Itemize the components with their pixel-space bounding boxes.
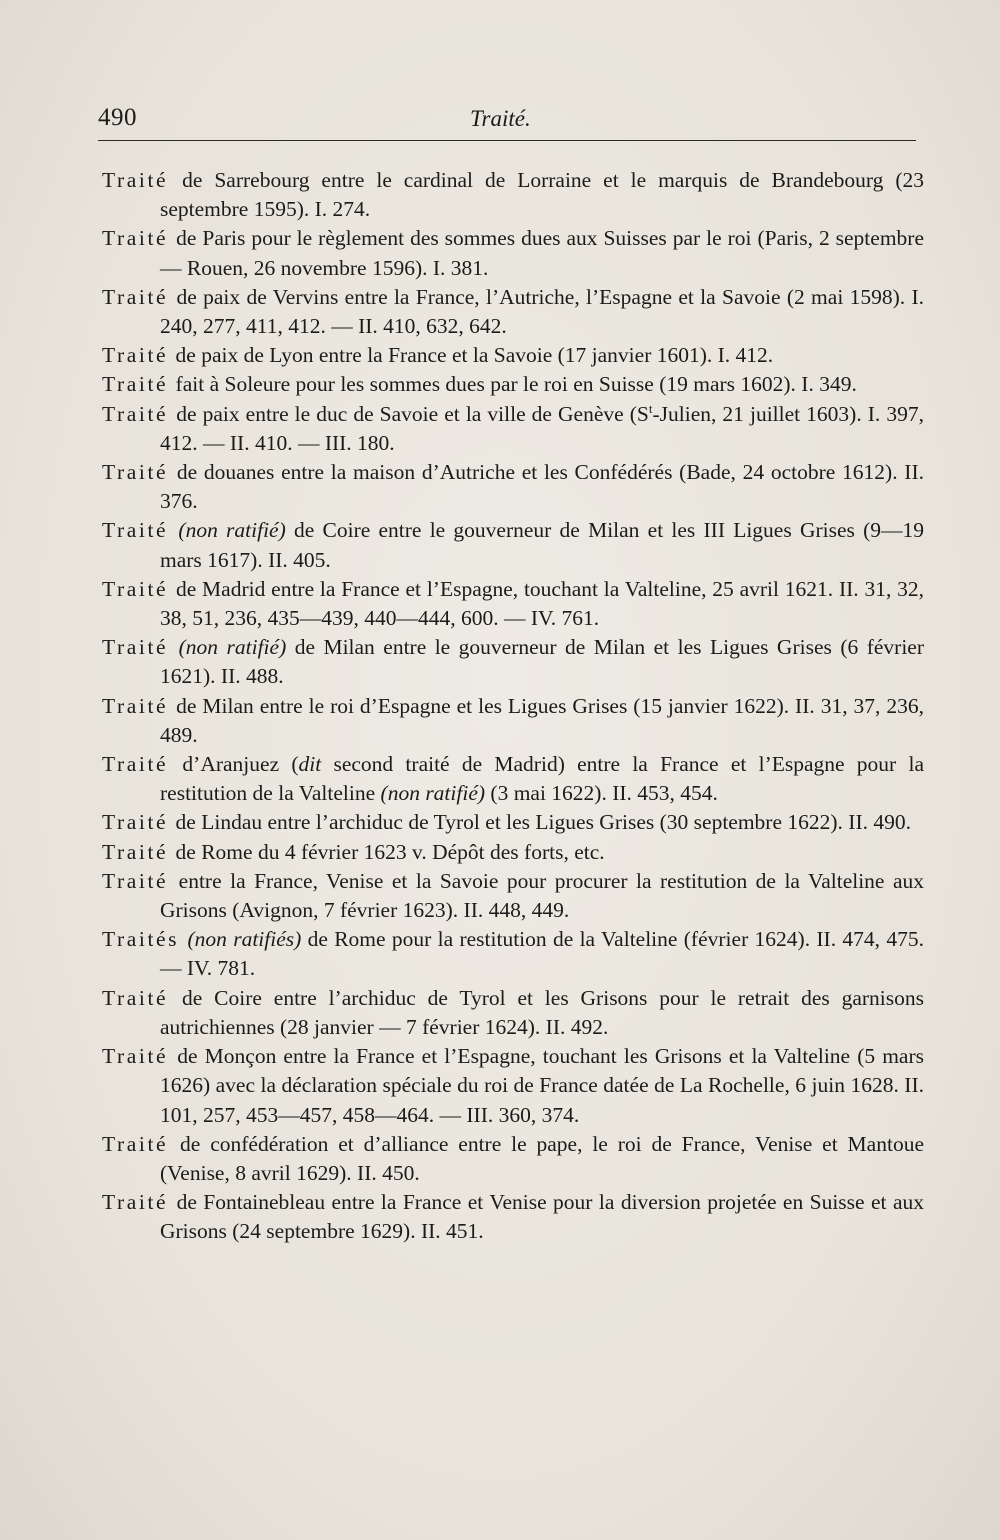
index-entry [102,575,924,633]
entry-italic-note: (non ratifiés) [187,927,302,952]
entry-keyword: Traité [102,693,169,718]
index-entry [102,925,924,983]
entry-keyword: Traité [102,401,169,426]
entry-keyword: Traité [102,343,169,368]
entry-keyword: Traité [102,1044,169,1069]
entry-keyword: Traité [102,635,169,660]
entry-keyword: Traité [102,372,169,397]
entry-keyword: Traité [102,985,169,1010]
entry-text: de Milan entre le gouverneur de Milan et les Ligues Grises (6 février 1621). II. 488. [160,635,924,689]
index-entry [102,458,924,516]
entry-text: fait à Soleure pour les sommes dues par le roi en Suisse (19 mars 1602). I. 349. [170,372,857,397]
entry-keyword: Traité [102,839,169,864]
index-entry [102,1042,924,1130]
index-entry [102,692,924,750]
page-number: 490 [98,104,137,131]
entry-keyword: Traité [102,810,169,835]
entry-keyword: Traité [102,752,169,777]
index-entry [102,1188,924,1246]
index-entry [102,808,924,837]
entry-italic-note: dit [298,752,322,777]
entry-text: de douanes entre la maison d’Autriche et les Confédérés (Bade, 24 octobre 1612). II. 376. [160,460,924,514]
entry-keyword: Traité [102,284,169,309]
entry-italic-note: (non ratifié) [178,635,287,660]
entry-text: (3 mai 1622). II. 453, 454. [485,781,718,806]
entry-text: -Julien, 21 juillet 1603). I. 397, 412. — II. 410. — III. 180. [160,401,924,455]
entry-superscript: t [648,400,653,416]
entry-keyword: Traité [102,1190,169,1215]
index-entry [102,838,924,867]
index-entries [102,166,924,1247]
entry-text: de Paris pour le règlement des sommes dues aux Suisses par le roi (Paris, 2 septembre — Rouen, 26 novembre 1596). I. 381. [160,226,924,280]
entry-text: de Madrid entre la France et l’Espagne, touchant la Valteline, 25 avril 1621. II. 31, 32, 38, 51, 236, 435—439, 440—444, 600. — IV. 761. [160,576,924,631]
entry-text: de Monçon entre la France et l’Espagne, touchant les Grisons et la Valteline (5 mars 1626) avec la déclaration spéciale du roi de France datée de La Rochelle, 6 juin 1628. II. 101, 257, 453—457, 458—464. — III. 360, 374. [160,1044,924,1127]
index-entry [102,516,924,574]
entry-keyword: Traité [102,168,169,192]
entry-italic-note: (non ratifié) [178,518,286,543]
running-head: Traité. [470,106,531,131]
entry-keyword: Traité [102,868,169,893]
index-entry [102,370,924,399]
index-entry [102,400,924,458]
entry-keyword: Traité [102,1131,169,1156]
index-entry [102,867,924,925]
entry-text: de Coire entre le gouverneur de Milan et les III Ligues Grises (9—19 mars 1617). II. 405. [160,518,925,572]
entry-text: de paix entre le duc de Savoie et la ville de Genève (S [170,401,649,426]
index-entry [102,750,924,808]
entry-text: de Rome du 4 février 1623 v. Dépôt des forts, etc. [170,839,605,864]
entry-text: de Rome pour la restitution de la Valteline (février 1624). II. 474, 475. — IV. 781. [160,927,924,981]
entry-text: de Lindau entre l’archiduc de Tyrol et les Ligues Grises (30 septembre 1622). II. 490. [170,810,911,835]
entry-keyword: Traité [102,460,169,485]
entry-text: d’Aranjuez ( [170,752,299,777]
index-entry [102,283,924,341]
entry-keyword: Traité [102,518,169,543]
entry-keyword: Traité [102,226,169,251]
entry-text: de Fontainebleau entre la France et Venise pour la diversion projetée en Suisse et aux Grisons (24 septembre 1629). II. 451. [160,1190,924,1244]
entry-text: de Coire entre l’archiduc de Tyrol et les Grisons pour le retrait des garnisons autrichiennes (28 janvier — 7 février 1624). II. 492. [160,985,924,1039]
page-header [98,104,916,141]
entry-italic-note: (non ratifié) [380,781,486,806]
index-entry [102,166,924,224]
entry-text: second traité de Madrid) entre la France et l’Espagne pour la restitution de la Valteline [160,752,924,806]
entry-text: de paix de Vervins entre la France, l’Autriche, l’Espagne et la Savoie (2 mai 1598). I. 240, 277, 411, 412. — II. 410, 632, 642. [160,284,924,339]
index-entry [102,224,924,282]
index-entry [102,633,924,691]
index-entry [102,1130,924,1188]
entry-keyword: Traité [102,576,169,601]
entry-text: de paix de Lyon entre la France et la Savoie (17 janvier 1601). I. 412. [170,343,774,368]
index-entry [102,984,924,1042]
index-entry [102,341,924,370]
entry-text: de confédération et d’alliance entre le pape, le roi de France, Venise et Mantoue (Venise, 8 avril 1629). II. 450. [160,1131,924,1185]
entry-text: de Milan entre le roi d’Espagne et les Ligues Grises (15 janvier 1622). II. 31, 37, 236, 489. [160,693,924,747]
entry-text: entre la France, Venise et la Savoie pour procurer la restitution de la Valteline aux Grisons (Avignon, 7 février 1623). II. 448, 449. [160,868,924,923]
entry-keyword: Traités [102,927,180,952]
entry-text [170,635,178,659]
entry-text: de Sarrebourg entre le cardinal de Lorraine et le marquis de Brandebourg (23 septembre 1595). I. 274. [160,168,924,222]
